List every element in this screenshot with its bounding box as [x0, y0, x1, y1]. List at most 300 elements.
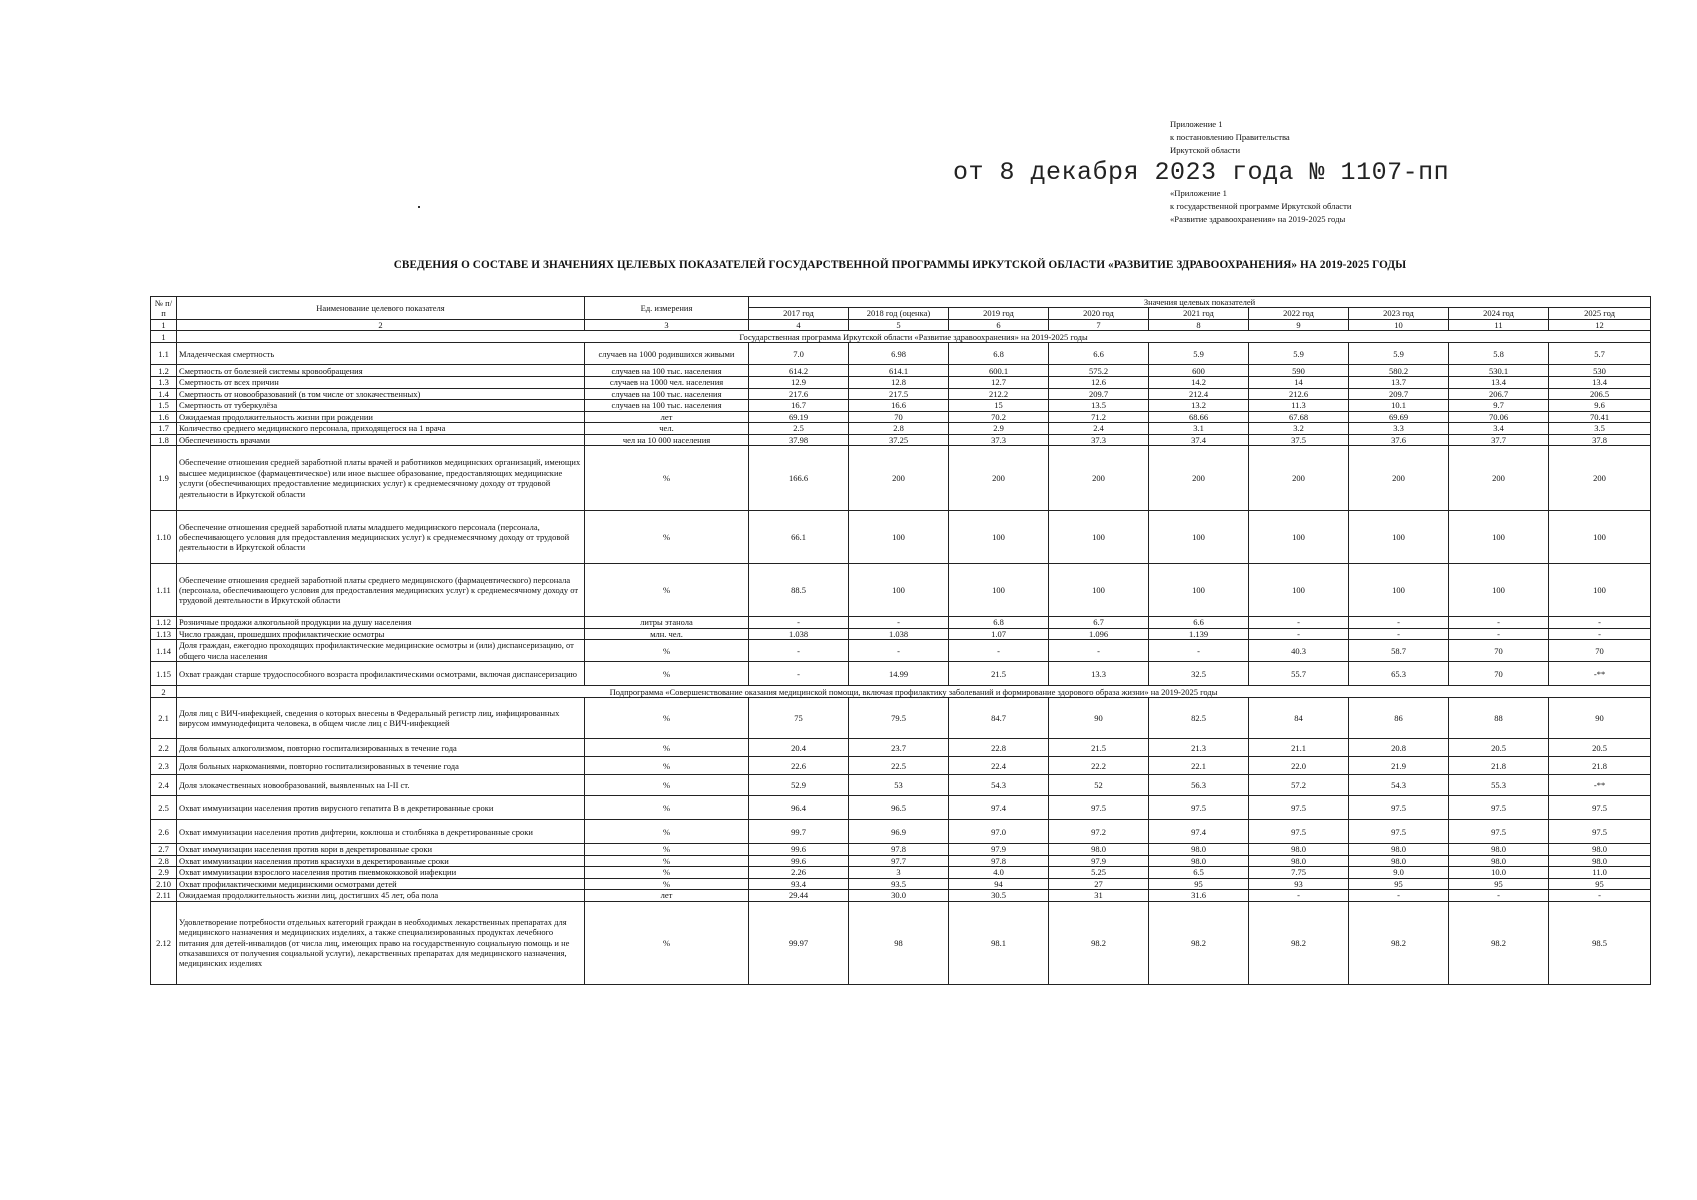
table-row	[151, 878, 1651, 890]
row-num: 2.3	[151, 757, 177, 775]
value-cell: 98.2	[1049, 901, 1149, 984]
value-cell: 37.4	[1149, 434, 1249, 446]
value-cell: 614.1	[849, 365, 949, 377]
value-cell: 100	[1049, 564, 1149, 617]
value-cell: 99.97	[749, 901, 849, 984]
value-cell: 71.2	[1049, 411, 1149, 423]
indicator-name: Доля злокачественных новообразований, выявленных на I-II ст.	[177, 775, 585, 796]
value-cell: 13.2	[1149, 400, 1249, 412]
value-cell: 200	[1149, 446, 1249, 511]
table-row	[151, 377, 1651, 389]
table-row	[151, 739, 1651, 757]
value-cell: 6.8	[949, 343, 1049, 365]
row-num: 1.8	[151, 434, 177, 446]
indicator-name: Смертность от болезней системы кровообращения	[177, 365, 585, 377]
value-cell: 3.1	[1149, 423, 1249, 435]
table-row	[151, 757, 1651, 775]
program-line: «Развитие здравоохранения» на 2019-2025 годы	[1170, 214, 1346, 224]
indicator-unit: случаев на 1000 чел. населения	[585, 377, 749, 389]
value-cell: 21.8	[1549, 757, 1651, 775]
indicator-name: Обеспечение отношения средней заработной платы младшего медицинского персонала (персонала, обеспечивающего условия для предоставления медицинских услуг) к среднемесячному доходу от трудовой деятельности в Иркутской области	[177, 511, 585, 564]
value-cell: 96.4	[749, 796, 849, 820]
value-cell: 212.2	[949, 388, 1049, 400]
value-cell: 70	[1549, 640, 1651, 662]
value-cell: 100	[849, 564, 949, 617]
value-cell: 5.9	[1249, 343, 1349, 365]
value-cell: 7.75	[1249, 867, 1349, 879]
value-cell: 6.5	[1149, 867, 1249, 879]
section-row	[151, 331, 1651, 343]
value-cell: -**	[1549, 662, 1651, 686]
value-cell: 96.5	[849, 796, 949, 820]
value-cell: -	[749, 617, 849, 629]
value-cell: 20.8	[1349, 739, 1449, 757]
value-cell: 98.0	[1149, 855, 1249, 867]
section-title: Подпрограмма «Совершенствование оказания медицинской помощи, включая профилактику заболеваний и формирование здорового образа жизни» на 2019-2025 годы	[177, 686, 1651, 698]
indicator-unit: %	[585, 867, 749, 879]
row-num: 2.11	[151, 890, 177, 902]
value-cell: -	[1549, 628, 1651, 640]
indicator-name: Количество среднего медицинского персонала, приходящегося на 1 врача	[177, 423, 585, 435]
value-cell: 530.1	[1449, 365, 1549, 377]
value-cell: 13.5	[1049, 400, 1149, 412]
value-cell: 40.3	[1249, 640, 1349, 662]
value-cell: -	[1449, 617, 1549, 629]
value-cell: 98.2	[1149, 901, 1249, 984]
value-cell: 30.5	[949, 890, 1049, 902]
value-cell: 95	[1349, 878, 1449, 890]
index-cell: 7	[1049, 319, 1149, 330]
index-cell: 10	[1349, 319, 1449, 330]
value-cell: -	[749, 640, 849, 662]
value-cell: 12.7	[949, 377, 1049, 389]
value-cell: 200	[1549, 446, 1651, 511]
value-cell: 11.3	[1249, 400, 1349, 412]
value-cell: 14	[1249, 377, 1349, 389]
value-cell: 21.8	[1449, 757, 1549, 775]
value-cell: 580.2	[1349, 365, 1449, 377]
value-cell: 98.0	[1349, 855, 1449, 867]
value-cell: 13.4	[1549, 377, 1651, 389]
table-row	[151, 855, 1651, 867]
header-num: № п/п	[151, 297, 177, 320]
value-cell: 69.69	[1349, 411, 1449, 423]
value-cell: 13.3	[1049, 662, 1149, 686]
indicator-unit: %	[585, 844, 749, 856]
value-cell: 5.8	[1449, 343, 1549, 365]
value-cell: 90	[1049, 698, 1149, 739]
value-cell: -	[749, 662, 849, 686]
scan-speck	[418, 206, 420, 208]
row-num: 1.5	[151, 400, 177, 412]
indicator-name: Смертность от всех причин	[177, 377, 585, 389]
index-cell: 6	[949, 319, 1049, 330]
value-cell: 100	[1549, 511, 1651, 564]
value-cell: 20.5	[1549, 739, 1651, 757]
indicator-unit: %	[585, 757, 749, 775]
value-cell: -**	[1549, 775, 1651, 796]
indicator-name: Смертность от новообразований (в том числе от злокачественных)	[177, 388, 585, 400]
value-cell: 65.3	[1349, 662, 1449, 686]
value-cell: 98.0	[1449, 855, 1549, 867]
value-cell: 54.3	[949, 775, 1049, 796]
indicator-unit: лет	[585, 890, 749, 902]
row-num: 2.1	[151, 698, 177, 739]
value-cell: 66.1	[749, 511, 849, 564]
indicator-name: Доля больных алкоголизмом, повторно госпитализированных в течение года	[177, 739, 585, 757]
value-cell: 98.2	[1249, 901, 1349, 984]
indicator-name: Доля лиц с ВИЧ-инфекцией, сведения о которых внесены в Федеральный регистр лиц, инфицированных вирусом иммунодефицита человека, в общем числе лиц с ВИЧ-инфекцией	[177, 698, 585, 739]
value-cell: 97.5	[1149, 796, 1249, 820]
indicator-unit: млн. чел.	[585, 628, 749, 640]
table-row	[151, 698, 1651, 739]
value-cell: 209.7	[1349, 388, 1449, 400]
indicator-unit: чел.	[585, 423, 749, 435]
value-cell: 100	[949, 511, 1049, 564]
value-cell: 217.6	[749, 388, 849, 400]
value-cell: 97.2	[1049, 820, 1149, 844]
value-cell: 97.5	[1449, 820, 1549, 844]
value-cell: 20.5	[1449, 739, 1549, 757]
value-cell: 22.6	[749, 757, 849, 775]
value-cell: 21.5	[949, 662, 1049, 686]
row-num: 2.2	[151, 739, 177, 757]
row-num: 1.9	[151, 446, 177, 511]
program-line: «Приложение 1	[1170, 188, 1227, 198]
value-cell: -	[1349, 617, 1449, 629]
indicator-name: Розничные продажи алкогольной продукции на душу населения	[177, 617, 585, 629]
value-cell: 100	[1449, 511, 1549, 564]
value-cell: 97.0	[949, 820, 1049, 844]
value-cell: 100	[1249, 511, 1349, 564]
value-cell: 1.038	[749, 628, 849, 640]
table-row	[151, 775, 1651, 796]
value-cell: 21.5	[1049, 739, 1149, 757]
value-cell: 70.41	[1549, 411, 1651, 423]
value-cell: -	[1349, 890, 1449, 902]
value-cell: 206.5	[1549, 388, 1651, 400]
value-cell: 14.2	[1149, 377, 1249, 389]
value-cell: 37.8	[1549, 434, 1651, 446]
value-cell: 4.0	[949, 867, 1049, 879]
value-cell: 57.2	[1249, 775, 1349, 796]
header-year: 2024 год	[1449, 308, 1549, 319]
value-cell: 12.8	[849, 377, 949, 389]
value-cell: 27	[1049, 878, 1149, 890]
value-cell: 98.0	[1249, 844, 1349, 856]
value-cell: 5.9	[1349, 343, 1449, 365]
table-row	[151, 511, 1651, 564]
value-cell: 6.7	[1049, 617, 1149, 629]
indicator-unit: %	[585, 820, 749, 844]
value-cell: 3.5	[1549, 423, 1651, 435]
value-cell: 52	[1049, 775, 1149, 796]
indicator-name: Охват иммунизации населения против краснухи в декретированные сроки	[177, 855, 585, 867]
table-row	[151, 400, 1651, 412]
index-cell: 1	[151, 319, 177, 330]
value-cell: 22.5	[849, 757, 949, 775]
value-cell: 55.7	[1249, 662, 1349, 686]
value-cell: 21.3	[1149, 739, 1249, 757]
value-cell: 100	[1349, 511, 1449, 564]
value-cell: 20.4	[749, 739, 849, 757]
value-cell: 96.9	[849, 820, 949, 844]
value-cell: -	[949, 640, 1049, 662]
index-cell: 4	[749, 319, 849, 330]
row-num: 2.6	[151, 820, 177, 844]
value-cell: 6.8	[949, 617, 1049, 629]
value-cell: 93.5	[849, 878, 949, 890]
value-cell: 70.2	[949, 411, 1049, 423]
value-cell: 97.5	[1549, 820, 1651, 844]
value-cell: 98.0	[1549, 844, 1651, 856]
indicator-unit: %	[585, 662, 749, 686]
indicator-unit: случаев на 100 тыс. населения	[585, 365, 749, 377]
indicator-name: Доля больных наркоманиями, повторно госпитализированных в течение года	[177, 757, 585, 775]
appendix-line: к постановлению Правительства	[1170, 132, 1290, 142]
value-cell: 68.66	[1149, 411, 1249, 423]
table-row	[151, 564, 1651, 617]
value-cell: 590	[1249, 365, 1349, 377]
value-cell: 37.98	[749, 434, 849, 446]
indicator-name: Ожидаемая продолжительность жизни лиц, достигших 45 лет, оба пола	[177, 890, 585, 902]
value-cell: 100	[1249, 564, 1349, 617]
value-cell: 13.4	[1449, 377, 1549, 389]
index-cell: 11	[1449, 319, 1549, 330]
table-row	[151, 820, 1651, 844]
value-cell: 530	[1549, 365, 1651, 377]
value-cell: 98.0	[1149, 844, 1249, 856]
value-cell: 600.1	[949, 365, 1049, 377]
value-cell: 11.0	[1549, 867, 1651, 879]
value-cell: 9.7	[1449, 400, 1549, 412]
indicator-name: Удовлетворение потребности отдельных категорий граждан в необходимых лекарственных препаратах для медицинского назначения и медицинских изделиях, а также специализированных продуктах лечебного питания для детей-инвалидов (от числа лиц, имеющих право на государственную социальную помощь и не отказавшихся от получения социальной услуги), лекарственных препаратах для медицинского назначения, медицинских изделиях	[177, 901, 585, 984]
value-cell: 200	[949, 446, 1049, 511]
value-cell: 16.6	[849, 400, 949, 412]
value-cell: 200	[849, 446, 949, 511]
value-cell: 53	[849, 775, 949, 796]
value-cell: 98	[849, 901, 949, 984]
indicator-name: Доля граждан, ежегодно проходящих профилактические медицинские осмотры и (или) диспансеризацию, от общего числа населения	[177, 640, 585, 662]
value-cell: 212.4	[1149, 388, 1249, 400]
row-num: 2.8	[151, 855, 177, 867]
indicator-unit: %	[585, 796, 749, 820]
header-name: Наименование целевого показателя	[177, 297, 585, 320]
value-cell: 200	[1449, 446, 1549, 511]
value-cell: 70	[1449, 640, 1549, 662]
indicator-unit: %	[585, 698, 749, 739]
indicator-unit: %	[585, 901, 749, 984]
value-cell: 22.0	[1249, 757, 1349, 775]
header-values: Значения целевых показателей	[749, 297, 1651, 308]
row-num: 2.5	[151, 796, 177, 820]
appendix-line: Иркутской области	[1170, 145, 1241, 155]
value-cell: 10.1	[1349, 400, 1449, 412]
table-row	[151, 423, 1651, 435]
indicator-name: Охват иммунизации населения против дифтерии, коклюша и столбняка в декретированные сроки	[177, 820, 585, 844]
row-num: 1.14	[151, 640, 177, 662]
row-num: 2.7	[151, 844, 177, 856]
header-year: 2022 год	[1249, 308, 1349, 319]
value-cell: 98.2	[1449, 901, 1549, 984]
value-cell: 9.6	[1549, 400, 1651, 412]
index-cell: 2	[177, 319, 585, 330]
header-year: 2018 год (оценка)	[849, 308, 949, 319]
header-year: 2021 год	[1149, 308, 1249, 319]
value-cell: 217.5	[849, 388, 949, 400]
value-cell: 54.3	[1349, 775, 1449, 796]
value-cell: 30.0	[849, 890, 949, 902]
indicator-name: Охват иммунизации населения против вирусного гепатита В в декретированные сроки	[177, 796, 585, 820]
table-row	[151, 343, 1651, 365]
column-index-row	[151, 319, 1651, 330]
value-cell: 575.2	[1049, 365, 1149, 377]
value-cell: 95	[1149, 878, 1249, 890]
value-cell: 70	[849, 411, 949, 423]
indicator-unit: случаев на 1000 родившихся живыми	[585, 343, 749, 365]
value-cell: 90	[1549, 698, 1651, 739]
value-cell: 98.0	[1449, 844, 1549, 856]
value-cell: 100	[1549, 564, 1651, 617]
section-num: 1	[151, 331, 177, 343]
indicator-unit: %	[585, 640, 749, 662]
indicator-name: Обеспечение отношения средней заработной платы среднего медицинского (фармацевтического) персонала (персонала, обеспечивающего условия для предоставления медицинских услуг) к среднемесячному доходу от трудовой деятельности в Иркутской области	[177, 564, 585, 617]
appendix-line: Приложение 1	[1170, 119, 1223, 129]
value-cell: 98.0	[1249, 855, 1349, 867]
table-row	[151, 446, 1651, 511]
value-cell: -	[1249, 617, 1349, 629]
value-cell: 166.6	[749, 446, 849, 511]
table-row	[151, 411, 1651, 423]
table-row	[151, 640, 1651, 662]
value-cell: 100	[1449, 564, 1549, 617]
header-year: 2017 год	[749, 308, 849, 319]
appendix-stamp	[1170, 118, 1640, 157]
value-cell: 84	[1249, 698, 1349, 739]
indicator-name: Охват профилактическими медицинскими осмотрами детей	[177, 878, 585, 890]
table-row	[151, 796, 1651, 820]
indicator-unit: %	[585, 511, 749, 564]
value-cell: 209.7	[1049, 388, 1149, 400]
value-cell: 6.6	[1049, 343, 1149, 365]
header-unit: Ед. измерения	[585, 297, 749, 320]
value-cell: 97.5	[1049, 796, 1149, 820]
row-num: 1.6	[151, 411, 177, 423]
indicator-unit: литры этанола	[585, 617, 749, 629]
indicator-name: Охват иммунизации взрослого населения против пневмококковой инфекции	[177, 867, 585, 879]
value-cell: 97.5	[1349, 796, 1449, 820]
table-row	[151, 890, 1651, 902]
value-cell: 86	[1349, 698, 1449, 739]
value-cell: 97.8	[849, 844, 949, 856]
value-cell: 84.7	[949, 698, 1049, 739]
value-cell: 98.2	[1349, 901, 1449, 984]
value-cell: -	[1049, 640, 1149, 662]
row-num: 1.7	[151, 423, 177, 435]
program-line: к государственной программе Иркутской области	[1170, 201, 1352, 211]
value-cell: 14.99	[849, 662, 949, 686]
row-num: 1.2	[151, 365, 177, 377]
value-cell: 23.7	[849, 739, 949, 757]
section-row	[151, 686, 1651, 698]
value-cell: 7.0	[749, 343, 849, 365]
table-row	[151, 628, 1651, 640]
indicator-name: Ожидаемая продолжительность жизни при рождении	[177, 411, 585, 423]
value-cell: 94	[949, 878, 1049, 890]
value-cell: 2.4	[1049, 423, 1149, 435]
value-cell: 95	[1549, 878, 1651, 890]
header-year: 2020 год	[1049, 308, 1149, 319]
value-cell: 9.0	[1349, 867, 1449, 879]
table-row	[151, 617, 1651, 629]
value-cell: 97.5	[1449, 796, 1549, 820]
indicator-name: Обеспечение отношения средней заработной платы врачей и работников медицинских организаций, имеющих высшее медицинское (фармацевтическое) или иное высшее образование, предоставляющих медицинские услуги (обеспечивающих предоставление медицинских услуг) к среднемесячному доходу от трудовой деятельности в Иркутской области	[177, 446, 585, 511]
index-cell: 8	[1149, 319, 1249, 330]
value-cell: 3	[849, 867, 949, 879]
value-cell: 70.06	[1449, 411, 1549, 423]
indicator-unit: %	[585, 446, 749, 511]
value-cell: 98.0	[1549, 855, 1651, 867]
value-cell: 2.26	[749, 867, 849, 879]
value-cell: 97.5	[1549, 796, 1651, 820]
indicator-name: Охват иммунизации населения против кори в декретированные сроки	[177, 844, 585, 856]
indicator-unit: чел на 10 000 населения	[585, 434, 749, 446]
section-num: 2	[151, 686, 177, 698]
indicator-unit: случаев на 100 тыс. населения	[585, 388, 749, 400]
value-cell: -	[1349, 628, 1449, 640]
value-cell: 67.68	[1249, 411, 1349, 423]
value-cell: 600	[1149, 365, 1249, 377]
row-num: 2.12	[151, 901, 177, 984]
value-cell: 100	[849, 511, 949, 564]
value-cell: 82.5	[1149, 698, 1249, 739]
value-cell: 100	[1349, 564, 1449, 617]
value-cell: 15	[949, 400, 1049, 412]
row-num: 1.3	[151, 377, 177, 389]
value-cell: 32.5	[1149, 662, 1249, 686]
row-num: 1.10	[151, 511, 177, 564]
value-cell: 97.9	[1049, 855, 1149, 867]
row-num: 2.4	[151, 775, 177, 796]
row-num: 1.11	[151, 564, 177, 617]
indicator-unit: %	[585, 775, 749, 796]
value-cell: 6.98	[849, 343, 949, 365]
table-row	[151, 434, 1651, 446]
value-cell: 3.2	[1249, 423, 1349, 435]
value-cell: 97.8	[949, 855, 1049, 867]
value-cell: 206.7	[1449, 388, 1549, 400]
value-cell: 10.0	[1449, 867, 1549, 879]
indicator-unit: случаев на 100 тыс. населения	[585, 400, 749, 412]
value-cell: 3.3	[1349, 423, 1449, 435]
table-row	[151, 388, 1651, 400]
indicators-body	[151, 331, 1651, 985]
table-row	[151, 844, 1651, 856]
document-title: СВЕДЕНИЯ О СОСТАВЕ И ЗНАЧЕНИЯХ ЦЕЛЕВЫХ ПОКАЗАТЕЛЕЙ ГОСУДАРСТВЕННОЙ ПРОГРАММЫ ИРКУТСКОЙ ОБЛАСТИ «РАЗВИТИЕ ЗДРАВООХРАНЕНИЯ» НА 2019-2025 ГОДЫ	[393, 259, 1407, 271]
header-year: 2023 год	[1349, 308, 1449, 319]
resolution-date: от 8 декабря 2023 года № 1107-пп	[953, 158, 1450, 187]
value-cell: 3.4	[1449, 423, 1549, 435]
value-cell: 98.1	[949, 901, 1049, 984]
value-cell: 98.0	[1349, 844, 1449, 856]
value-cell: 97.9	[949, 844, 1049, 856]
row-num: 2.9	[151, 867, 177, 879]
value-cell: 37.3	[1049, 434, 1149, 446]
table-row	[151, 662, 1651, 686]
table-row	[151, 365, 1651, 377]
value-cell: 99.6	[749, 855, 849, 867]
index-cell: 5	[849, 319, 949, 330]
